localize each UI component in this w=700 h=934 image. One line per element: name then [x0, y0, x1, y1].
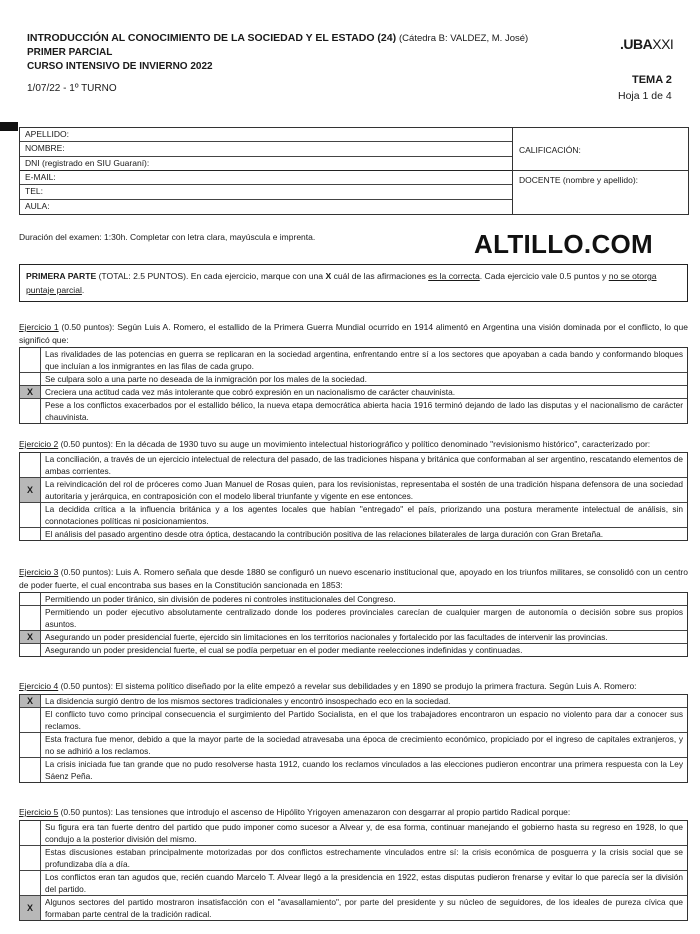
docente-field[interactable]: DOCENTE (nombre y apellido): — [519, 175, 639, 185]
option-row — [20, 373, 687, 386]
answer-box[interactable] — [20, 503, 41, 527]
option-text: La crisis iniciada fue tan grande que no pudo resolverse hasta 1912, cuando los reclamos vinculados a las elecciones pudieron encontrar una primera respuesta con la Ley Sáenz Peña. — [45, 758, 683, 781]
answer-box-selected[interactable]: X — [20, 631, 41, 643]
exercise-5 — [19, 806, 688, 921]
option-text: Pese a los conflictos exacerbados por el estallido bélico, la nueva etapa democrática abierta hacia 1916 terminó dejando de lado las disputas y el nacionalismo de carácter chauvinista. — [45, 400, 683, 422]
option-text: Permitiendo un poder ejecutivo absolutamente centralizado donde los poderes provinciales carecían de cualquier margen de autonomía o decisión sobre sus propios asuntos. — [45, 607, 683, 629]
curso-label: CURSO INTENSIVO DE INVIERNO 2022 — [27, 61, 213, 72]
option-text: Los conflictos eran tan agudos que, recién cuando Marcelo T. Alvear llegó a la presidencia en 1922, estas disputas pudieron frenarse y evitar lo que parecía ser la división del partido. — [45, 871, 683, 894]
pp-text-2: cuál de las afirmaciones — [331, 271, 429, 281]
pp-underlined-2: no se otorga puntaje parcial — [26, 271, 657, 295]
exercise-text: (0.50 puntos): El sistema político diseñado por la elite empezó a revelar sus debilidades y en 1890 se produjo la primera fractura. Según Luis A. Romero: — [58, 681, 637, 691]
catedra-label: (Cátedra B: VALDEZ, M. José) — [399, 33, 529, 44]
exercise-text: (0.50 puntos): En la década de 1930 tuvo su auge un movimiento intelectual historiográfico y político denominado "revisionismo histórico", caracterizado por: — [58, 439, 651, 449]
pp-text-4: . — [81, 285, 85, 295]
option-row — [20, 733, 687, 758]
exercise-text: (0.50 puntos): Según Luis A. Romero, el estallido de la Primera Guerra Mundial ocurrido en 1914 alimentó en Argentina una visión dominada por el conflicto, lo que significó que: — [19, 322, 688, 345]
answer-box[interactable] — [20, 758, 41, 782]
option-text: Las rivalidades de las potencias en guerra se replicaran en la sociedad argentina, enfrentando entre sí a los sectores que apoyaban a cada bando y conformando bloques que incluían a los inmigrantes en las filas de cada grupo. — [45, 349, 683, 371]
field-dni[interactable]: DNI (registrado en SIU Guaraní): — [20, 157, 512, 171]
options-table — [19, 820, 688, 921]
option-row — [20, 631, 687, 644]
option-text: El análisis del pasado argentino desde otra óptica, destacando la contribución positiva de las relaciones bilaterales de larga duración con Gran Bretaña. — [45, 528, 604, 539]
option-text: La disidencia surgió dentro de los mismos sectores tradicionales y encontró insospechado eco en la sociedad. — [45, 695, 451, 706]
watermark: ALTILLO.COM — [474, 229, 654, 259]
pp-text-3: . Cada ejercicio vale 0.5 puntos y — [479, 271, 609, 281]
answer-box-selected[interactable]: X — [20, 478, 41, 502]
exercise-number: Ejercicio 2 — [19, 439, 59, 449]
corner-marker — [0, 122, 18, 131]
exercise-2 — [19, 438, 688, 541]
exercise-text: (0.50 puntos): Las tensiones que introdujo el ascenso de Hipólito Yrigoyen amenazaron con desgarrar al propio partido Radical porque: — [58, 807, 571, 817]
exercise-prompt — [19, 438, 688, 451]
exercise-number: Ejercicio 3 — [19, 567, 59, 577]
field-email[interactable]: E-MAIL: — [20, 171, 512, 185]
primera-parte-label: PRIMERA PARTE — [26, 271, 97, 281]
uba-logo-main: .UBA — [620, 36, 653, 52]
answer-box[interactable] — [20, 399, 41, 423]
pp-underlined-1: es la correcta — [428, 271, 480, 281]
option-row — [20, 871, 687, 896]
uba-logo-xxi: XXI — [652, 36, 674, 52]
option-text: El conflicto tuvo como principal consecuencia el surgimiento del Partido Socialista, en el que los trabajadores encontraron un espacio no violento para dar a conocer sus reclamos. — [45, 708, 683, 731]
field-apellido[interactable]: APELLIDO: — [20, 128, 512, 142]
options-table — [19, 347, 688, 424]
option-text: La conciliación, a través de un ejercicio intelectual de relectura del pasado, de las tradiciones hispana y británica que conformaban al ser argentino, rescatando elementos de ambas corrientes. — [45, 453, 683, 476]
option-row — [20, 758, 687, 782]
option-text: Asegurando un poder presidencial fuerte, el cual se podía perpetuar en el poder mediante reelecciones indefinidas y continuadas. — [45, 645, 523, 655]
answer-box[interactable] — [20, 606, 41, 630]
pp-text-1: (TOTAL: 2.5 PUNTOS). En cada ejercicio, marque con una — [96, 271, 326, 281]
exercise-1 — [19, 321, 688, 424]
option-row — [20, 386, 687, 399]
course-name: INTRODUCCIÓN AL CONOCIMIENTO DE LA SOCIEDAD Y EL ESTADO (24) — [27, 32, 397, 44]
answer-box[interactable] — [20, 528, 41, 540]
option-row — [20, 896, 687, 920]
option-row — [20, 503, 687, 528]
option-row — [20, 606, 687, 631]
student-fields — [20, 128, 513, 214]
field-nombre[interactable]: NOMBRE: — [20, 142, 512, 156]
option-row — [20, 528, 687, 540]
option-row — [20, 695, 687, 708]
answer-box[interactable] — [20, 846, 41, 870]
option-text: Asegurando un poder presidencial fuerte, ejercido sin limitaciones en los territorios nacionales y fortalecido por las facultades de intervenir las provincias. — [45, 632, 608, 642]
exercise-prompt — [19, 680, 688, 693]
answer-box[interactable] — [20, 871, 41, 895]
answer-box[interactable] — [20, 708, 41, 732]
answer-box[interactable] — [20, 348, 41, 372]
exercise-3 — [19, 566, 688, 657]
exercise-number: Ejercicio 1 — [19, 322, 59, 332]
exercise-text: (0.50 puntos): Luis A. Romero señala que desde 1880 se configuró un nuevo escenario institucional que, apoyado en los triunfos militares, se consolidó con un centro de poder fuerte, el cual encontraba sus bases en la Constitución sancionada en 1853: — [19, 567, 688, 590]
option-text: Se culpara solo a una parte no deseada de la inmigración por los males de la sociedad. — [45, 374, 367, 384]
option-text: La decidida crítica a la influencia británica y a los agentes locales que habían "entregado" el país, priorizando una postura meramente intelectual de análisis, sin connotaciones políticas ni posicionamientos. — [45, 503, 683, 526]
answer-box[interactable] — [20, 733, 41, 757]
answer-box-selected[interactable]: X — [20, 896, 41, 920]
grading-divider — [513, 170, 688, 171]
option-row — [20, 821, 687, 846]
exercise-number: Ejercicio 4 — [19, 681, 59, 691]
pp-x: X — [325, 271, 332, 281]
option-row — [20, 453, 687, 478]
exercise-number: Ejercicio 5 — [19, 807, 59, 817]
uba-logo — [620, 36, 673, 52]
option-text: Permitiendo un poder tiránico, sin división de poderes ni controles institucionales del Congreso. — [45, 594, 396, 604]
fecha-turno: 1/07/22 - 1º TURNO — [27, 83, 117, 94]
option-row — [20, 708, 687, 733]
option-text: Creciera una actitud cada vez más intolerante que cobró expresión en un nacionalismo de carácter chauvinista. — [45, 387, 456, 397]
calificacion-field[interactable]: CALIFICACIÓN: — [519, 145, 581, 155]
option-row — [20, 846, 687, 871]
answer-box[interactable] — [20, 644, 41, 656]
student-id-form — [19, 127, 689, 215]
options-table — [19, 694, 688, 783]
option-row — [20, 593, 687, 606]
option-text: Esta fractura fue menor, debido a que la mayor parte de la sociedad atravesaba una época de crecimiento económico, propiciado por el ingreso de capitales extranjeros, y no se adhirió a los reclamos. — [45, 733, 683, 756]
answer-box[interactable] — [20, 593, 41, 605]
answer-box-selected[interactable]: X — [20, 695, 41, 707]
option-text: Su figura era tan fuerte dentro del partido que pudo imponer como sucesor a Alvear y, de esa forma, continuar manejando el gobierno hasta su regreso en 1928, lo que condujo a la posterior división del mismo. — [45, 821, 683, 844]
page-counter: Hoja 1 de 4 — [618, 90, 672, 102]
field-aula[interactable]: AULA: — [25, 200, 50, 211]
option-row — [20, 644, 687, 656]
parcial-label: PRIMER PARCIAL — [27, 47, 113, 58]
option-row — [20, 478, 687, 503]
option-text: Algunos sectores del partido mostraron insatisfacción con el "avasallamiento", por parte del presidente y su núcleo de seguidores, de los ideales de pureza cívica que formaban parte central de la tradición radical. — [45, 896, 683, 919]
options-table — [19, 452, 688, 541]
options-table — [19, 592, 688, 657]
answer-box[interactable] — [20, 373, 41, 385]
answer-box[interactable] — [20, 453, 41, 477]
answer-box-selected[interactable]: X — [20, 386, 41, 398]
field-tel[interactable]: TEL: — [20, 185, 512, 199]
tema-label: TEMA 2 — [632, 74, 672, 86]
option-text: Estas discusiones estaban principalmente motorizadas por dos conflictos estrechamente vinculados entre sí: la crisis económica de posguerra y la crisis social que se profundizaba día a día. — [45, 846, 683, 869]
grading-fields — [513, 128, 688, 214]
exercise-4 — [19, 680, 688, 783]
answer-box[interactable] — [20, 821, 41, 845]
exam-duration: Duración del examen: 1:30h. Completar con letra clara, mayúscula e imprenta. — [19, 232, 316, 242]
option-text: La reivindicación del rol de próceres como Juan Manuel de Rosas quien, para los revisionistas, representaba el sostén de una tradición hispana defensora de una sociedad autoritaria y jerárquica, en contraposición con el modelo liberal triunfante y vigente en ese entonces. — [45, 478, 683, 501]
exercise-prompt — [19, 806, 688, 819]
primera-parte-instructions — [19, 264, 688, 302]
option-row — [20, 399, 687, 423]
option-row — [20, 348, 687, 373]
exercise-prompt — [19, 566, 688, 591]
exercise-prompt — [19, 321, 688, 346]
exam-title — [27, 32, 528, 44]
